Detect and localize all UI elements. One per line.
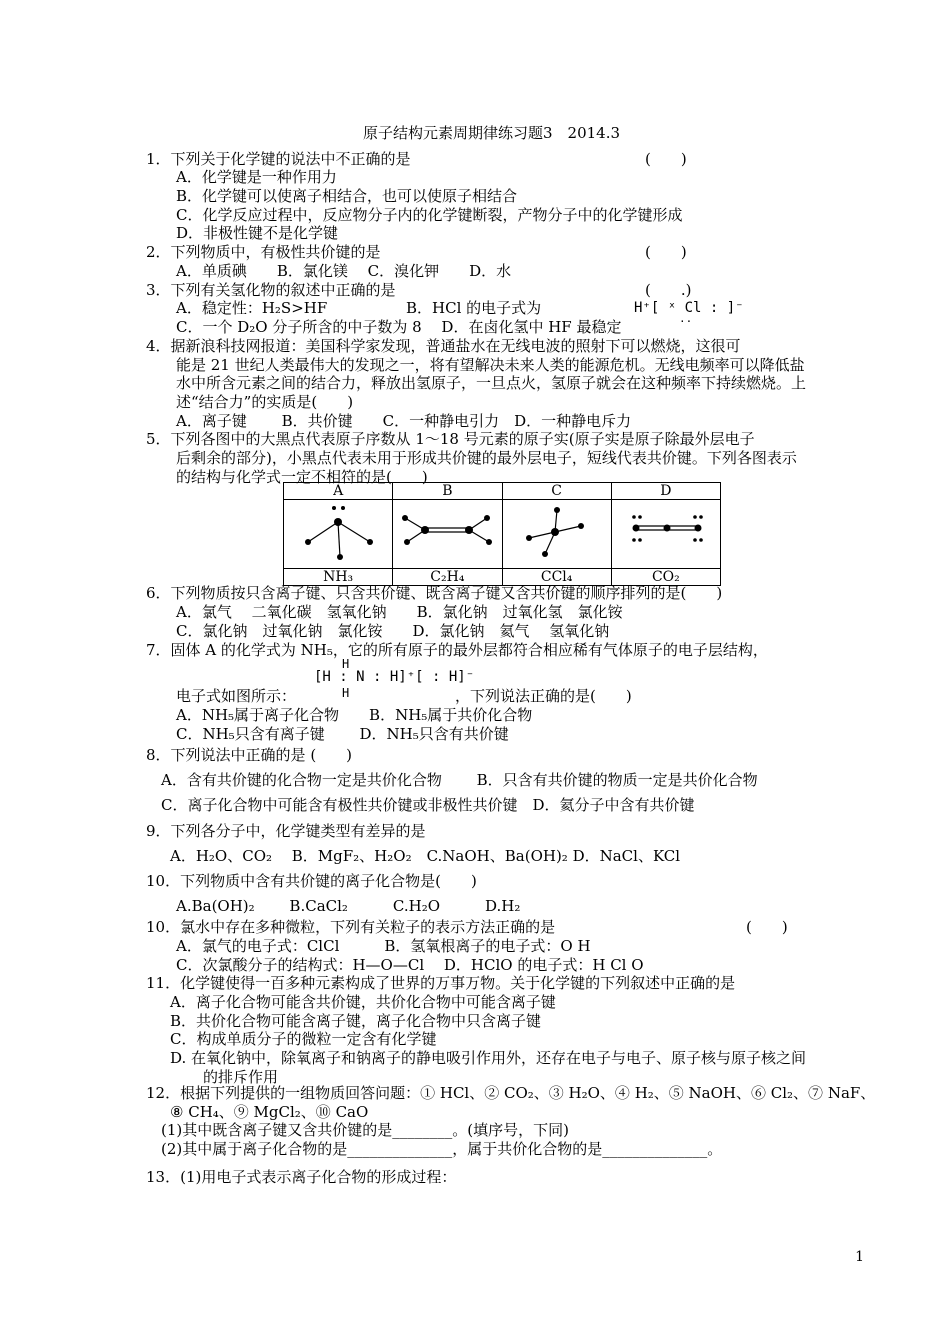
text-line: 的结构与化学式一定不相符的是( ) — [176, 468, 428, 486]
formula-d: CO₂ — [611, 569, 720, 586]
text-line: 9．下列各分子中，化学键类型有差异的是 — [146, 822, 426, 840]
text-line: ( ) — [746, 918, 788, 936]
text-line: 10．下列物质中含有共价键的离子化合物是( ) — [146, 872, 477, 890]
text-line: C．化学反应过程中，反应物分子内的化学键断裂，产物分子中的化学键形成 — [176, 206, 683, 224]
text-line: D. 在氧化钠中，除氧离子和钠离子的静电吸引作用外，还存在电子与电子、原子核与原子核之间 — [170, 1049, 807, 1067]
nh5-bottom-h: H — [342, 686, 350, 700]
text-line: 后剩余的部分)，小黑点代表未用于形成共价键的最外层电子，短线代表共价键。下列各图表示 — [176, 449, 797, 467]
text-line: A．含有共价键的化合物一定是共价化合物 B．只含有共价键的物质一定是共价化合物 — [161, 771, 758, 789]
text-line: 述“结合力”的实质是( ) — [176, 393, 354, 411]
text-line: A．NH₅属于离子化合物 B．NH₅属于共价化合物 — [176, 706, 533, 724]
text-line: A.Ba(OH)₂ B.CaCl₂ C.H₂O D.H₂ — [176, 897, 521, 915]
formula-b: C₂H₄ — [393, 569, 502, 586]
formula-c: CCl₄ — [502, 569, 611, 586]
text-line: 8．下列说法中正确的是 ( ) — [146, 746, 353, 764]
structure-b — [393, 500, 502, 569]
text-line: 1．下列关于化学键的说法中不正确的是 — [146, 150, 411, 168]
nh5-top-h: H — [342, 657, 350, 671]
text-line: C．一个 D₂O 分子所含的中子数为 8 D．在卤化氢中 HF 最稳定 — [176, 318, 622, 336]
text-line: 13．(1)用电子式表示离子化合物的形成过程： — [146, 1168, 457, 1186]
text-line: A．H₂O、CO₂ B．MgF₂、H₂O₂ C.NaOH、Ba(OH)₂ D．NaCl、KCl — [170, 847, 681, 865]
text-line: C．次氯酸分子的结构式：H—O—Cl D．HClO 的电子式：H Cl O — [176, 956, 644, 974]
text-line: 的排斥作用 — [203, 1068, 279, 1086]
table-header-a: A — [284, 483, 393, 500]
text-line: 4．据新浪科技网报道：美国科学家发现，普通盐水在无线电波的照射下可以燃烧，这很可 — [146, 337, 741, 355]
text-line: B．HCl 的电子式为 — [406, 299, 542, 317]
text-line: A．单质碘 B．氯化镁 C．溴化钾 D．水 — [176, 262, 512, 280]
nh5-electron-formula: [H : N : H]⁺[ : H]⁻ — [314, 669, 475, 685]
text-line: C．氯化钠 过氧化钠 氯化铵 D．氯化钠 氦气 氢氧化钠 — [176, 622, 610, 640]
text-line: 5．下列各图中的大黑点代表原子序数从 1～18 号元素的原子实(原子实是原子除最外层电子 — [146, 430, 755, 448]
text-line: ( .) — [645, 281, 692, 299]
table-header-d: D — [611, 483, 720, 500]
text-line: A．离子键 B．共价键 C．一种静电引力 D．一种静电斥力 — [176, 412, 632, 430]
structure-c — [502, 500, 611, 569]
text-line: 2．下列物质中，有极性共价键的是 — [146, 243, 381, 261]
text-line: (2)其中属于离子化合物的是______________，属于共价化合物的是______________。 — [161, 1140, 723, 1158]
table-header-c: C — [502, 483, 611, 500]
text-line: A．氯气 二氧化碳 氢氧化钠 B．氯化钠 过氧化氢 氯化铵 — [176, 603, 623, 621]
page-number: 1 — [855, 1249, 864, 1265]
text-line: C．NH₅只含有离子键 D．NH₅只含有共价键 — [176, 725, 509, 743]
structure-d — [611, 500, 720, 569]
text-line: A．稳定性：H₂S>HF — [176, 299, 328, 317]
text-line: (1)其中既含离子键又含共价键的是________。(填序号，下同) — [161, 1121, 569, 1139]
text-line: 能是 21 世纪人类最伟大的发现之一，将有望解决未来人类的能源危机。无线电频率可以降低盐 — [176, 356, 805, 374]
text-line: ，下列说法正确的是( ) — [455, 687, 632, 705]
text-line: 11．化学键使得一百多种元素构成了世界的万事万物。关于化学键的下列叙述中正确的是 — [146, 974, 736, 992]
text-line: C．离子化合物中可能含有极性共价键或非极性共价键 D．氦分子中含有共价键 — [161, 796, 695, 814]
text-line: A．离子化合物可能含共价键，共价化合物中可能含离子键 — [170, 993, 556, 1011]
text-line: A．氯气的电子式：ClCl B．氢氧根离子的电子式：O H — [176, 937, 591, 955]
text-line: 10．氯水中存在多种微粒，下列有关粒子的表示方法正确的是 — [146, 918, 556, 936]
text-line: 水中所含元素之间的结合力，释放出氢原子，一旦点火，氢原子就会在这种频率下持续燃烧。上 — [176, 374, 807, 392]
text-line: 6．下列物质按只含离子键、只含共价键、既含离子键又含共价键的顺序排列的是( ) — [146, 584, 723, 602]
text-line: C．构成单质分子的微粒一定含有化学键 — [170, 1030, 437, 1048]
text-line: 7．固体 A 的化学式为 NH₅，它的所有原子的最外层都符合相应稀有气体原子的电子层结构， — [146, 641, 768, 659]
page-title: 原子结构元素周期律练习题3 2014.3 — [363, 124, 621, 142]
table-header-b: B — [393, 483, 502, 500]
formula-a: NH₃ — [284, 569, 393, 586]
structure-a — [284, 500, 393, 569]
text-line: B．共价化合物可能含离子键，离子化合物中只含离子键 — [170, 1012, 542, 1030]
text-line: 12．根据下列提供的一组物质回答问题：① HCl、② CO₂、③ H₂O、④ H₂、⑤ NaOH、⑥ Cl₂、⑦ NaF、 — [146, 1084, 876, 1102]
hcl-electron-formula: H⁺[ ˣ Cl : ]⁻ — [634, 300, 744, 316]
molecule-table — [283, 482, 721, 586]
text-line: ⑧ CH₄、⑨ MgCl₂、⑩ CaO — [170, 1103, 369, 1121]
text-line: D．非极性键不是化学键 — [176, 224, 339, 242]
lone-pair-dots: ·· — [679, 315, 693, 328]
text-line: B．化学键可以使离子相结合，也可以使原子相结合 — [176, 187, 518, 205]
text-line: ( ) — [645, 243, 687, 261]
text-line: 3．下列有关氢化物的叙述中正确的是 — [146, 281, 396, 299]
text-line: A．化学键是一种作用力 — [176, 168, 337, 186]
text-line: 电子式如图所示： — [176, 687, 297, 705]
text-line: ( ) — [645, 150, 687, 168]
